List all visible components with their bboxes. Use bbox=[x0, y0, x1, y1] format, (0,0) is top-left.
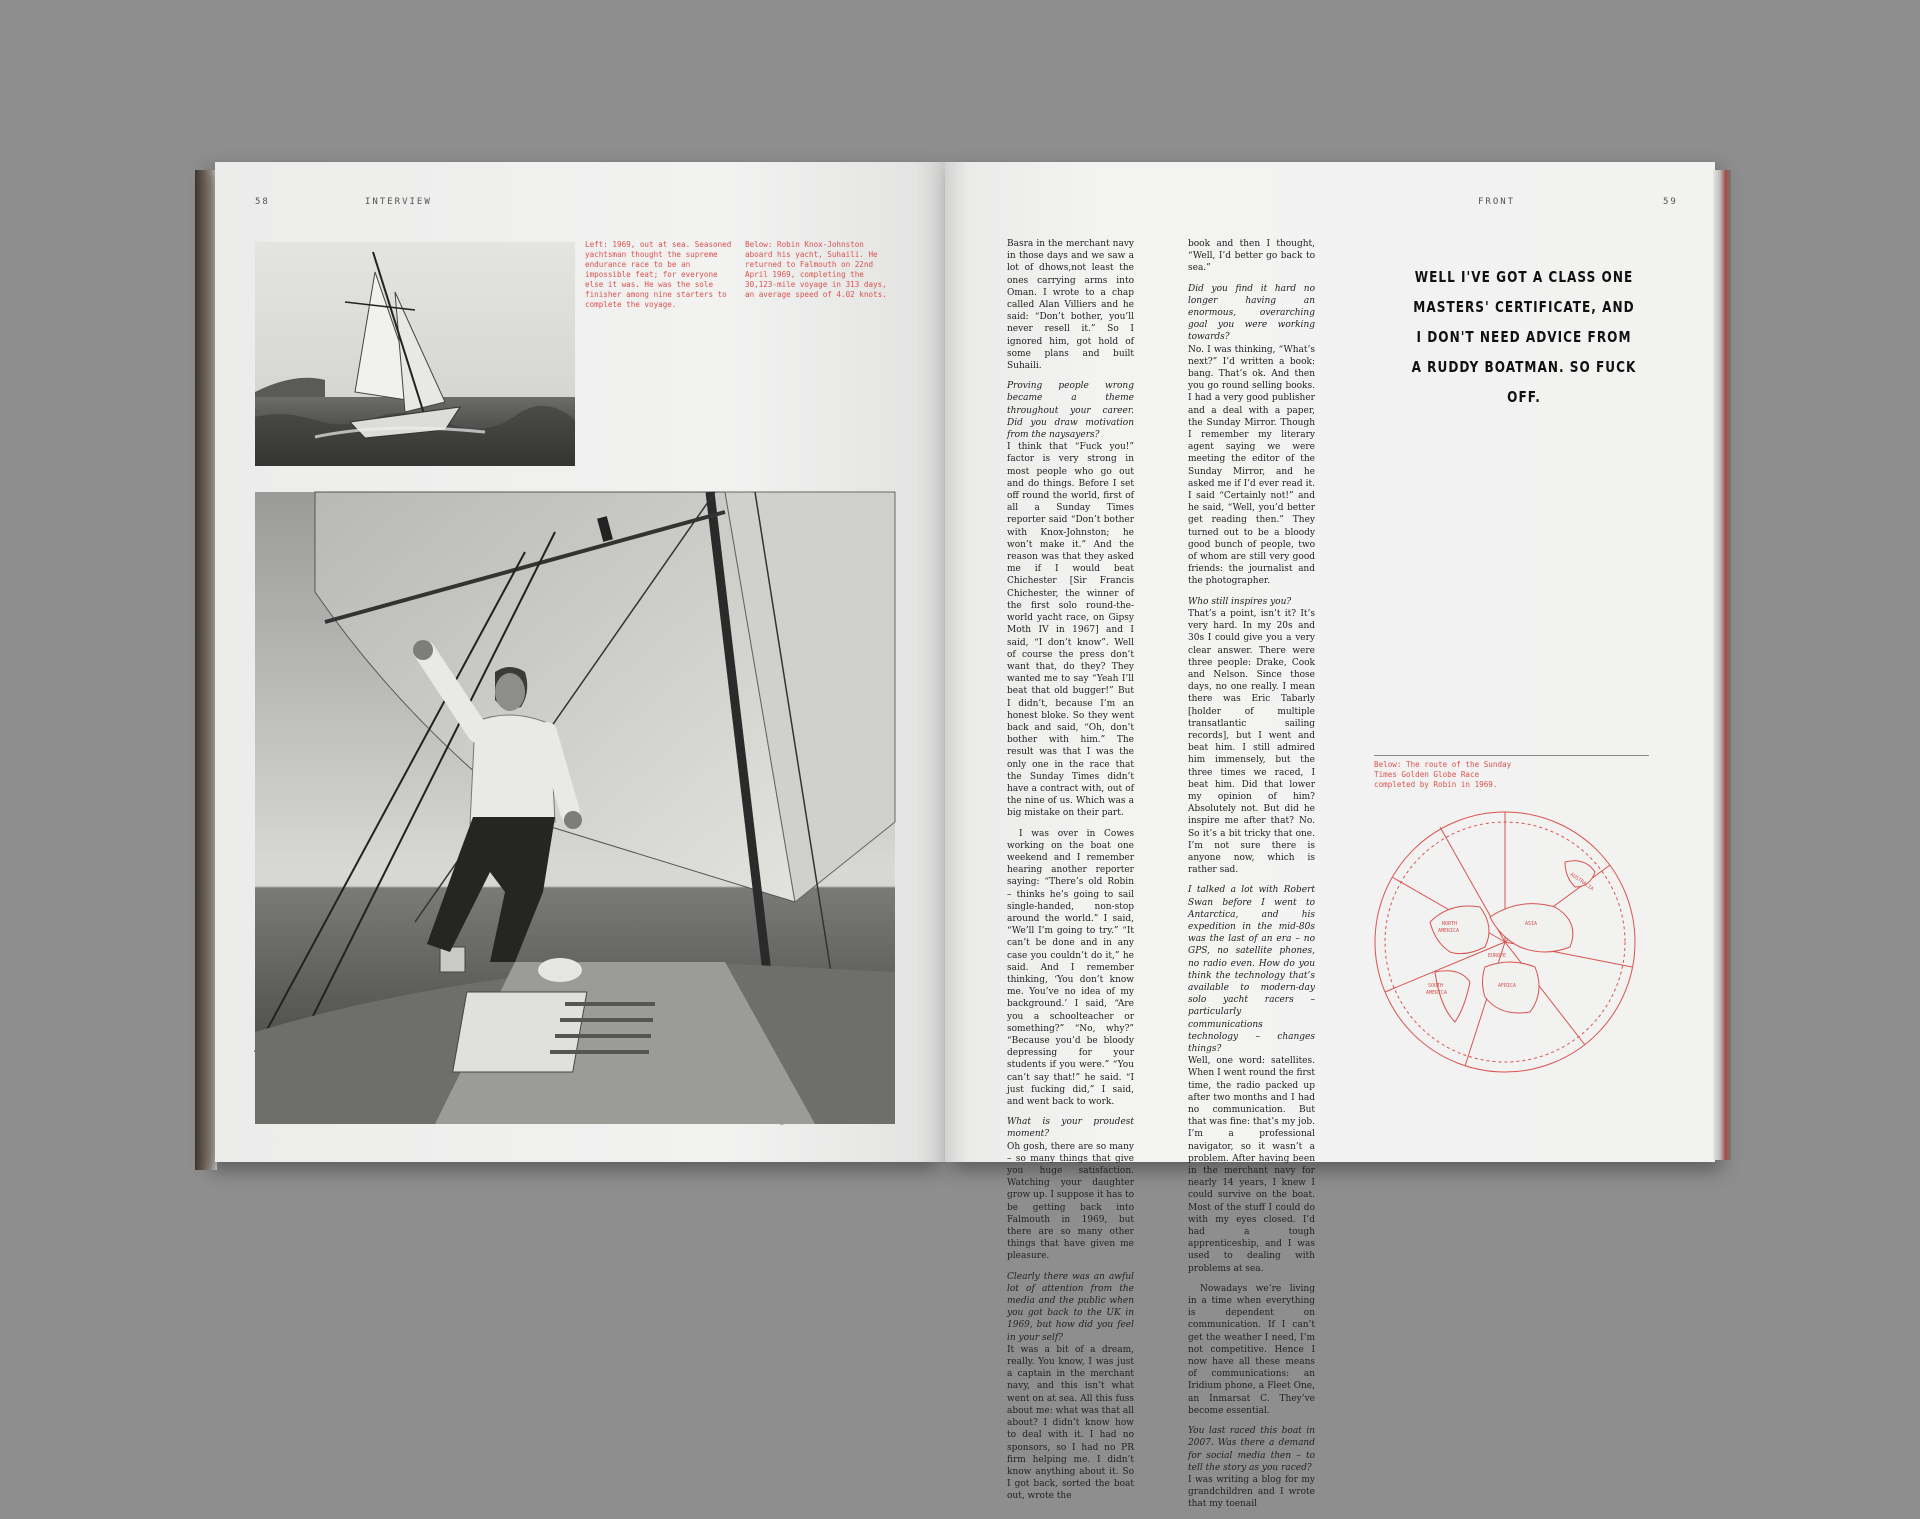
sailor-photo bbox=[255, 492, 895, 1124]
para: It was a bit of a dream, really. You know, I was just a captain in the merchant navy, and this isn’t what went on at sea. All this fuss about me: what was that all about? I didn’t know how to deal with it. I had no sponsors, so I had no PR firm helping me. I didn’t know anything about it. So I got back, sorted the boat out, wrote the bbox=[1007, 1344, 1134, 1502]
question: I talked a lot with Robert Swan before I went to Antarctica, and his expedition in the mid-80s was the last of an era – no GPS, no satellite phones, no radio even. How do you think the technology that’s available to modern-day solo yacht racers – particularly communications technology – changes things? bbox=[1188, 885, 1315, 1054]
svg-text:EUROPE: EUROPE bbox=[1488, 953, 1507, 959]
para: Nowadays we’re living in a time when everything is dependent on communication. If I can’t get the weather I need, I’m not competitive. Hence I now have all these means of communications: an Iridium phone, a Fleet One, an Inmarsat C. They’ve become essential. bbox=[1188, 1283, 1315, 1416]
svg-text:AFRICA: AFRICA bbox=[1498, 983, 1517, 989]
left-page-edge bbox=[195, 170, 217, 1170]
svg-text:NORTH: NORTH bbox=[1442, 921, 1458, 927]
page-number: 58 bbox=[255, 197, 270, 207]
section-label: INTERVIEW bbox=[365, 197, 432, 207]
para: Basra in the merchant navy in those days and we saw a lot of dhows,not least the ones carrying arms into Oman. I wrote to a chap called Alan Villiers and he said: “Don’t bother, you’ll never resell it.” So I ignored him, got hold of some plans and built Suhaili. bbox=[1007, 239, 1134, 372]
article-column-2 bbox=[1188, 238, 1315, 1519]
question: What is your proudest moment? bbox=[1007, 1117, 1134, 1140]
para: book and then I thought, “Well, I’d better go back to sea.” bbox=[1188, 239, 1315, 274]
para: No. I was thinking, “What’s next?” I’d written a book: bang. That’s ok. And then you go round selling books. I had a very good publisher and a deal with a paper, the Sunday Mirror. Though I remember my literary agent saying we were meeting the editor of the Sunday Mirror, and he asked me if I’d ever read it. I said “Certainly not!” and he said, “Well, you’d better get reading then.” They turned out to be a bloody good bunch of people, two of whom are still very good friends: the journalist and the photographer. bbox=[1188, 344, 1315, 587]
left-page bbox=[215, 162, 945, 1162]
para: I think that “Fuck you!” factor is very strong in most people who go out and do things. Before I set off round the world, first of all a Sunday Times reporter said “Don’t bother with Knox-Johnston; he won’t make it.” And the reason was that they asked me if I would beat Chichester [Sir Francis Chichester, the winner of the first solo round-the-world yacht race, on Gipsy Moth IV in 1967] and I said, “I don’t know”. Well of course the press don’t want that, do they? They wanted me to say “Yeah I’ll beat that old bugger!” But I didn’t, because I’m an honest bloke. So they went back and said, “Oh, don’t bother with him.” The result was that I was the only one in the race that the Sunday Times didn’t have a contract with, out of the nine of us. Which was a big mistake on their part. bbox=[1007, 442, 1134, 819]
svg-text:AUSTRALIA: AUSTRALIA bbox=[1568, 871, 1595, 893]
caption-left: Left: 1969, out at sea. Seasoned yachtsman thought the supreme endurance race to be an impossible feat; for everyone else it was. He was the sole finisher among nine starters to complete the voyage. bbox=[585, 240, 732, 309]
page-number-right: 59 bbox=[1663, 197, 1678, 207]
right-page bbox=[945, 162, 1715, 1510]
question: Clearly there was an awful lot of attention from the media and the public when you got back to the UK in 1969, but how did you feel in your self? bbox=[1007, 1271, 1134, 1343]
svg-text:AMERICA: AMERICA bbox=[1426, 990, 1448, 996]
section-label-right: FRONT bbox=[1478, 197, 1516, 207]
question: Did you find it hard no longer having an enormous, overarching goal you were working towards? bbox=[1188, 283, 1315, 343]
yacht-photo bbox=[255, 242, 575, 466]
question: Proving people wrong became a theme throughout your career. Did you draw motivation from the naysayers? bbox=[1007, 381, 1134, 441]
question: Who still inspires you? bbox=[1188, 596, 1292, 607]
map-caption: Below: The route of the Sunday Times Golden Globe Race completed by Robin in 1969. bbox=[1374, 760, 1512, 789]
para: I was writing a blog for my grandchildren and I wrote that my toenail bbox=[1188, 1474, 1315, 1510]
magazine-spread bbox=[195, 162, 1740, 1510]
article-column-1 bbox=[1007, 238, 1134, 1511]
divider bbox=[1374, 755, 1649, 756]
para: Oh gosh, there are so many – so many things that give you huge satisfaction. Watching your daughter grow up. I suppose it has to be getting back into Falmouth in 1969, but there are so many other things that have given me pleasure. bbox=[1007, 1141, 1134, 1262]
svg-text:ASIA: ASIA bbox=[1525, 921, 1538, 927]
right-page-edge bbox=[1713, 170, 1731, 1160]
svg-text:SOUTH: SOUTH bbox=[1428, 983, 1444, 989]
pull-quote: WELL I'VE GOT A CLASS ONE MASTERS' CERTIFICATE, AND I DON'T NEED ADVICE FROM A RUDDY BOATMAN. SO FUCK OFF. bbox=[1411, 268, 1637, 406]
para: I was over in Cowes working on the boat one weekend and I remember hearing another reporter saying: “There’s old Robin – thinks he’s going to sail single-handed, non-stop around the world.” I said, “We’ll I’m going to try.” “It can’t be done and in any case you couldn’t do it,” he said. And I remember thinking, ‘You don’t know me. You’ve no idea of my background.’ I said, “Are you a schoolteacher or something?” “No, why?” “Because you’d be bloody depressing for your students if you were.” “You can’t say that!” he said. “I just fucking did,” I said, and went back to work. bbox=[1007, 828, 1134, 1108]
question: You last raced this boat in 2007. Was there a demand for social media then – to tell the story as you raced? bbox=[1188, 1426, 1315, 1473]
route-map bbox=[1370, 807, 1640, 1077]
caption-below: Below: Robin Knox-Johnston aboard his yacht, Suhaili. He returned to Falmouth on 22nd April 1969, completing the 30,123-mile voyage in 313 days, an average speed of 4.02 knots. bbox=[745, 240, 887, 299]
para: Well, one word: satellites. When I went round the first time, the radio packed up after two months and I had no communication. But that was fine: that’s my job. I’m a professional navigator, so it wasn’t a problem. After having been in the merchant navy for nearly 14 years, I knew I could survive on the boat. Most of the stuff I could do with my eyes closed. I’d had a tough apprenticeship, and I was used to dealing with problems at sea. bbox=[1188, 1056, 1315, 1274]
svg-text:AMERICA: AMERICA bbox=[1438, 928, 1460, 934]
para: That’s a point, isn’t it? It’s very hard. In my 20s and 30s I could give you a very clear answer. There were three people: Drake, Cook and Nelson. Since those days, no one really. I mean there was Eric Tabarly [holder of multiple transatlantic sailing records], but I went and beat him. I still admired him immensely, but the three times we raced, I beat him. Did that lower my opinion of him? Absolutely not. But did he inspire me after that? No. So it’s a bit tricky that one. I’m not sure there is anyone now, which is rather sad. bbox=[1188, 608, 1315, 876]
